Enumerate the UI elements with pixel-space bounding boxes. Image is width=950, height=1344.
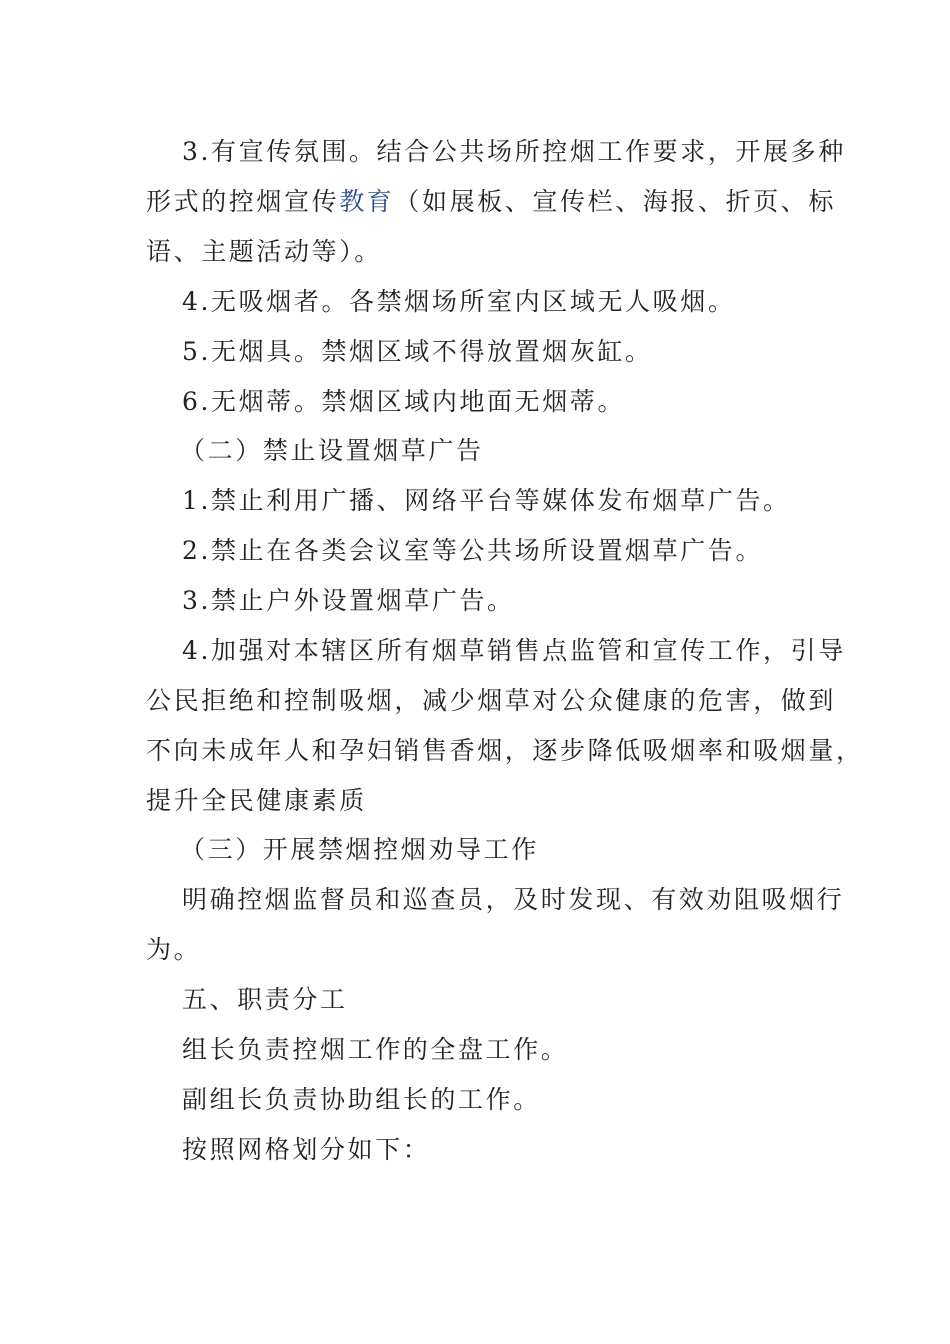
paragraph-line — [146, 187, 837, 217]
section-heading: （三）开展禁烟控烟劝导工作 — [180, 835, 539, 864]
paragraph: 1.禁止利用广播、网络平台等媒体发布烟草广告。 — [182, 486, 791, 515]
paragraph: 3.禁止户外设置烟草广告。 — [182, 586, 515, 615]
section-heading: （二）禁止设置烟草广告 — [180, 436, 484, 465]
paragraph: 6.无烟蒂。禁烟区域内地面无烟蒂。 — [182, 387, 626, 416]
paragraph-line: 明确控烟监督员和巡查员，及时发现、有效劝阻吸烟行 — [182, 885, 845, 914]
text-run: 形式的控烟宣传 — [146, 187, 340, 216]
paragraph: 组长负责控烟工作的全盘工作。 — [182, 1035, 569, 1064]
paragraph-line: 不向未成年人和孕妇销售香烟，逐步降低吸烟率和吸烟量， — [146, 736, 864, 765]
paragraph: 按照网格划分如下： — [182, 1135, 431, 1164]
paragraph: 5.无烟具。禁烟区域不得放置烟灰缸。 — [182, 337, 653, 366]
paragraph: 副组长负责协助组长的工作。 — [182, 1085, 541, 1114]
paragraph: 2.禁止在各类会议室等公共场所设置烟草广告。 — [182, 536, 764, 565]
paragraph-line: 提升全民健康素质 — [146, 786, 367, 815]
paragraph-line: 4.加强对本辖区所有烟草销售点监管和宣传工作，引导 — [182, 636, 846, 665]
paragraph-line: 为。 — [146, 935, 202, 964]
paragraph-line: 3.有宣传氛围。结合公共场所控烟工作要求，开展多种 — [182, 137, 846, 166]
text-run: （如展板、宣传栏、海报、折页、标 — [394, 187, 837, 216]
paragraph: 4.无吸烟者。各禁烟场所室内区域无人吸烟。 — [182, 287, 736, 316]
paragraph-line: 公民拒绝和控制吸烟，减少烟草对公众健康的危害，做到 — [146, 686, 837, 715]
education-link[interactable]: 教育 — [339, 187, 395, 216]
paragraph-line: 语、主题活动等）。 — [146, 237, 382, 266]
section-heading: 五、职责分工 — [182, 985, 348, 1014]
